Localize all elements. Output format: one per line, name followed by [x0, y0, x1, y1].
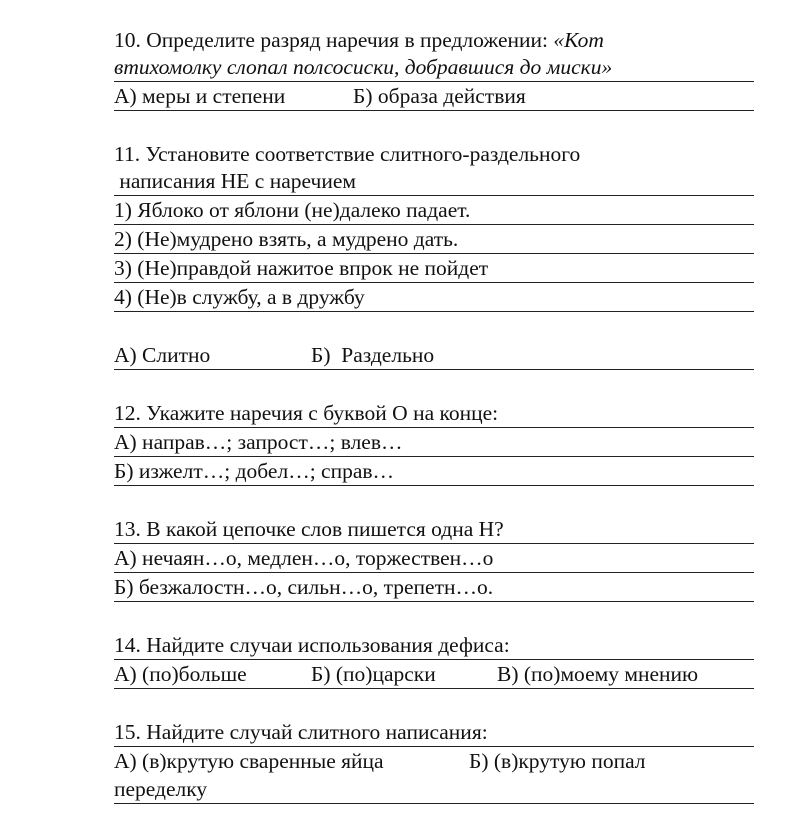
- q14-option-a: А) (по)больше: [114, 662, 247, 686]
- q10-option-b: Б) образа действия: [353, 84, 526, 108]
- q15-option-b: Б) (в)крутую попал: [469, 749, 646, 773]
- q11-item-2: 2) (Не)мудрено взять, а мудрено дать.: [114, 225, 754, 254]
- q11-options: [114, 341, 754, 370]
- q11-option-a: А) Слитно: [114, 343, 211, 367]
- q11-item-1: 1) Яблоко от яблони (не)далеко падает.: [114, 196, 754, 225]
- q10-text: 10. Определите разряд наречия в предложении:: [114, 28, 554, 52]
- q10-quote-line-2: втихомолку слопал полсосиски, добравшися до миски»: [114, 53, 754, 82]
- q12-title: 12. Укажите наречия с буквой О на конце:: [114, 399, 754, 428]
- q14-option-b: Б) (по)царски: [311, 662, 436, 686]
- q10-quote-start: «Кот: [553, 28, 604, 52]
- q13-title: 13. В какой цепочке слов пишется одна Н?: [114, 515, 754, 544]
- q14-title: 14. Найдите случаи использования дефиса:: [114, 631, 754, 660]
- q12-option-b: Б) изжелт…; добел…; справ…: [114, 457, 754, 486]
- q11-option-b: Б) Раздельно: [311, 343, 435, 367]
- q15-options: [114, 747, 754, 776]
- q15-option-a: А) (в)крутую сваренные яйца: [114, 749, 384, 773]
- q13-option-a: А) нечаян…о, медлен…о, торжествен…о: [114, 544, 754, 573]
- q15-title: 15. Найдите случай слитного написания:: [114, 718, 754, 747]
- q13-option-b: Б) безжалостн…о, сильн…о, трепетн…о.: [114, 573, 754, 602]
- q10-options: [114, 82, 754, 111]
- q11-item-3: 3) (Не)правдой нажитое впрок не пойдет: [114, 254, 754, 283]
- q10-option-a: А) меры и степени: [114, 84, 286, 108]
- q15-option-b-continued: переделку: [114, 775, 754, 804]
- q11-title-line-1: 11. Установите соответствие слитного-раздельного: [114, 142, 581, 166]
- q14-option-c: В) (по)моему мнению: [497, 662, 699, 686]
- q11-item-4: 4) (Не)в службу, а в дружбу: [114, 283, 754, 312]
- q11-title-line-2: написания НЕ с наречием: [114, 167, 754, 196]
- q12-option-a: А) направ…; запрост…; влев…: [114, 428, 754, 457]
- q14-options: [114, 660, 754, 689]
- q10-line-1: [114, 26, 754, 55]
